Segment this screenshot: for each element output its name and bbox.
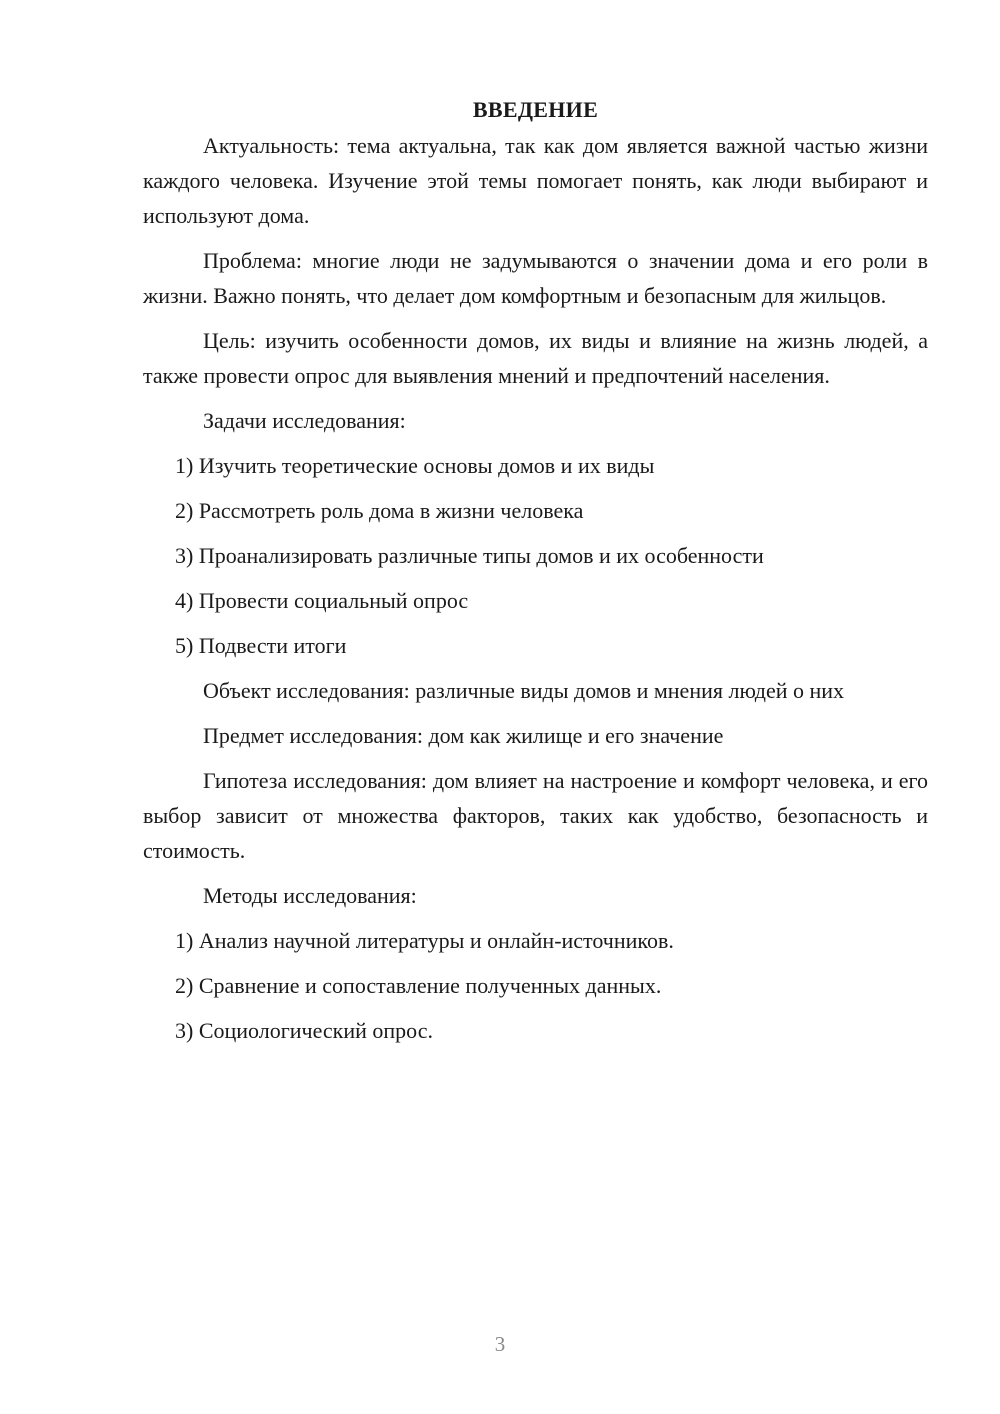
method-item-3: 3) Социологический опрос. — [175, 1018, 433, 1043]
relevance-paragraph: Актуальность: тема актуальна, так как дом является важной частью жизни каждого человека. Изучение этой темы помогает понять, как люди выбирают и используют дома. — [143, 133, 928, 228]
subject-paragraph: Предмет исследования: дом как жилище и его значение — [203, 723, 724, 748]
method-item-2: 2) Сравнение и сопоставление полученных данных. — [175, 973, 662, 998]
page-title: ВВЕДЕНИЕ — [472, 97, 599, 122]
goal-paragraph: Цель: изучить особенности домов, их виды и влияние на жизнь людей, а также провести опрос для выявления мнений и предпочтений населения. — [143, 328, 928, 388]
task-item-2: 2) Рассмотреть роль дома в жизни человека — [175, 498, 584, 523]
task-item-1: 1) Изучить теоретические основы домов и их виды — [175, 453, 655, 478]
methods-heading: Методы исследования: — [203, 883, 417, 908]
hypothesis-paragraph: Гипотеза исследования: дом влияет на настроение и комфорт человека, и его выбор зависит от множества факторов, таких как удобство, безопасность и стоимость. — [143, 768, 928, 863]
tasks-heading: Задачи исследования: — [203, 408, 406, 433]
document-body — [143, 92, 928, 1058]
task-item-4: 4) Провести социальный опрос — [175, 588, 469, 613]
page-number: 3 — [494, 1332, 506, 1356]
problem-paragraph: Проблема: многие люди не задумываются о значении дома и его роли в жизни. Важно понять, что делает дом комфортным и безопасным для жильцов. — [143, 248, 928, 308]
object-paragraph: Объект исследования: различные виды домов и мнения людей о них — [203, 678, 845, 703]
task-item-3: 3) Проанализировать различные типы домов и их особенности — [175, 543, 764, 568]
task-item-5: 5) Подвести итоги — [175, 633, 347, 658]
method-item-1: 1) Анализ научной литературы и онлайн-источников. — [175, 928, 674, 953]
